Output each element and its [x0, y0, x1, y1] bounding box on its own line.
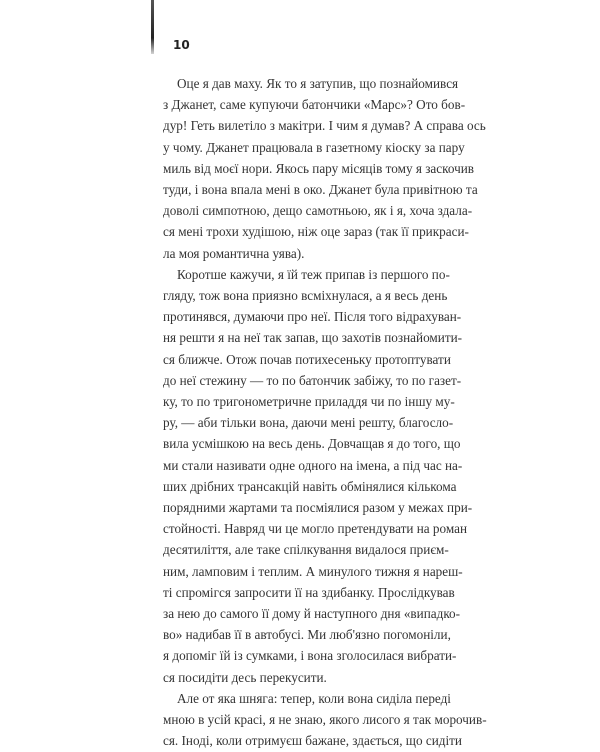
paragraph-1: [163, 73, 486, 264]
text-line: ся. Іноді, коли отримуєш бажане, здається, що сидіти: [163, 733, 462, 749]
text-line: ня решти я на неї так запав, що захотів познайомити-: [163, 330, 463, 346]
text-line: гляду, тож вона приязно всміхнулася, а я весь день: [163, 288, 448, 304]
text-line: з Джанет, саме купуючи батончики «Марс»? Ото бов-: [163, 97, 466, 113]
text-line: протинявся, думаючи про неї. Після того відрахуван-: [163, 309, 462, 325]
text-line: ку, то по тригонометричне приладдя чи по іншу му-: [163, 394, 455, 410]
text-line: ним, ламповим і теплим. А минулого тижня я нареш-: [163, 563, 463, 579]
text-line: ті спромігся запросити її на здибанку. Прослідкував: [163, 584, 455, 600]
text-line: ших дрібних трансакцій навіть обмінялися кількома: [163, 478, 457, 494]
text-line: туди, і вона впала мені в око. Джанет була привітною та: [163, 182, 478, 198]
text-line: ся мені трохи худішою, ніж оце зараз (так її прикраси-: [163, 224, 469, 240]
text-line: Оце я дав маху. Як то я затупив, що познайомився: [177, 76, 459, 91]
text-line: ми стали називати одне одного на імена, а під час на-: [163, 457, 463, 473]
body-text: [163, 73, 487, 752]
text-line: десятиліття, але таке спілкування видалося приєм-: [163, 542, 449, 558]
text-line: я допоміг їй із сумками, і вона зголосилася вибрати-: [163, 648, 457, 664]
paragraph-2: [163, 264, 473, 688]
text-line: Коротше кажучи, я їй теж припав із першого по-: [177, 266, 450, 282]
text-line: за нею до самого її дому й наступного дня «випадко-: [163, 606, 461, 622]
text-line: ла моя романтична уява).: [163, 245, 305, 261]
text-line: порядними жартами та посміялися разом у межах при-: [163, 500, 473, 516]
text-line: ся посидіти десь перекусити.: [163, 669, 327, 685]
text-line: миль від моєї нори. Якось пару місяців тому я заскочив: [163, 160, 475, 176]
text-line: стойності. Навряд чи це могло претендувати на роман: [163, 521, 468, 537]
text-line: ся ближче. Отож почав потихесеньку протоптувати: [163, 351, 451, 367]
paragraph-3: [163, 688, 487, 752]
text-line: вила усмішкою на весь день. Довчащав я до того, що: [163, 436, 461, 452]
text-line: мною в усій красі, я не знаю, якого лисого я так морочив-: [163, 712, 487, 728]
text-line: дур! Геть вилетіло з макітри. І чим я думав? А справа ось: [163, 118, 486, 134]
page-number: 10: [173, 38, 190, 52]
text-line: ру, — аби тільки вона, даючи мені решту, благосло-: [163, 415, 454, 431]
text-line: доволі симпотною, дещо самотньою, як і я, хоча здала-: [163, 203, 473, 219]
page-edge-bar: [151, 0, 154, 54]
text-line: у чому. Джанет працювала в газетному кіоску за пару: [163, 139, 465, 155]
text-line: до неї стежину — то по батончик забіжу, то по газет-: [163, 372, 462, 388]
text-line: во» надибав її в автобусі. Ми люб'язно погомоніли,: [163, 627, 451, 643]
text-line: Але от яка шняга: тепер, коли вона сиділа переді: [177, 690, 451, 706]
